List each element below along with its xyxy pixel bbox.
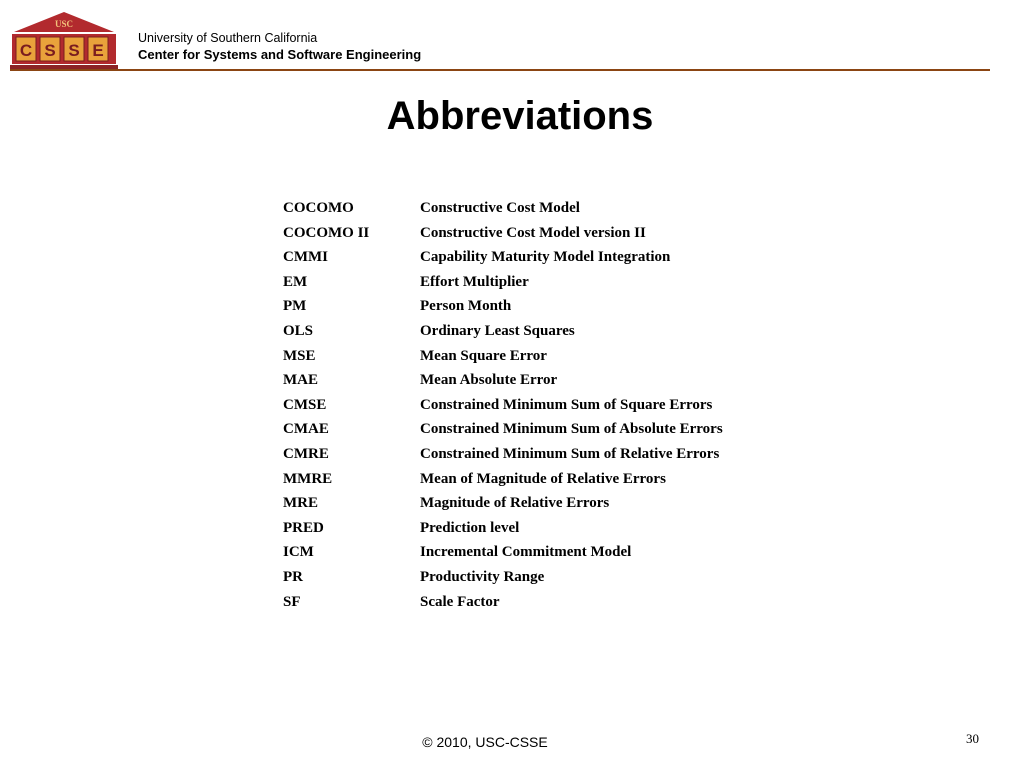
abbreviation-row [283, 565, 723, 590]
slide-title: Abbreviations [386, 94, 654, 138]
abbreviation-definition: Scale Factor [420, 593, 500, 610]
abbreviation-row [283, 368, 723, 393]
abbreviation-definition: Constrained Minimum Sum of Relative Errors [420, 445, 720, 462]
abbreviation-term: MAE [283, 372, 318, 389]
abbreviation-row [283, 417, 723, 442]
svg-text:USC: USC [54, 19, 74, 29]
abbreviation-row [283, 344, 723, 369]
abbreviation-row [283, 270, 723, 295]
svg-text:S: S [68, 41, 80, 60]
abbreviation-row [283, 516, 723, 541]
abbreviation-row [283, 294, 723, 319]
abbreviation-term: PM [283, 298, 307, 315]
abbreviation-definition: Mean Absolute Error [420, 372, 558, 389]
header-text [138, 30, 421, 63]
abbreviation-row [283, 221, 723, 246]
abbreviation-definition: Capability Maturity Model Integration [420, 249, 671, 266]
abbreviations-table [283, 196, 723, 614]
abbreviation-term: MMRE [283, 470, 333, 487]
center-name: Center for Systems and Software Engineering [138, 47, 422, 62]
abbreviation-definition: Mean Square Error [420, 347, 547, 364]
abbreviation-term: MRE [283, 495, 318, 512]
abbreviation-definition: Magnitude of Relative Errors [420, 495, 610, 512]
abbreviation-term: PRED [283, 519, 324, 536]
abbreviation-term: EM [283, 273, 308, 290]
abbreviation-term: SF [283, 593, 301, 610]
abbreviation-term: CMMI [283, 249, 328, 266]
abbreviation-term: OLS [283, 322, 314, 339]
abbreviation-row [283, 196, 723, 221]
abbreviation-term: CMAE [283, 421, 329, 438]
abbreviation-row [283, 442, 723, 467]
abbreviation-term: COCOMO [283, 200, 354, 216]
usc-csse-logo [8, 10, 120, 72]
abbreviation-definition: Incremental Commitment Model [420, 544, 632, 561]
abbreviation-row [283, 540, 723, 565]
abbreviation-definition: Constrained Minimum Sum of Square Errors [420, 396, 713, 413]
svg-text:E: E [92, 41, 104, 60]
abbreviation-term: PR [283, 568, 303, 585]
svg-text:S: S [44, 41, 56, 60]
abbreviation-row [283, 590, 723, 615]
header-divider [10, 69, 990, 71]
abbreviation-term: MSE [283, 347, 316, 364]
abbreviation-row [283, 467, 723, 492]
abbreviation-term: CMSE [283, 396, 327, 413]
abbreviation-definition: Productivity Range [420, 568, 545, 585]
abbreviation-term: ICM [283, 544, 314, 561]
abbreviation-definition: Effort Multiplier [420, 273, 529, 290]
abbreviation-row [283, 245, 723, 270]
abbreviation-term: COCOMO II [283, 224, 370, 241]
abbreviation-definition: Ordinary Least Squares [420, 322, 575, 339]
university-name: University of Southern California [138, 31, 318, 45]
abbreviation-definition: Constructive Cost Model [420, 200, 580, 216]
abbreviation-row [283, 319, 723, 344]
abbreviation-definition: Constructive Cost Model version II [420, 224, 646, 241]
abbreviation-definition: Constrained Minimum Sum of Absolute Errors [420, 421, 723, 438]
abbreviation-definition: Prediction level [420, 519, 520, 536]
footer-copyright: © 2010, USC-CSSE [422, 734, 548, 750]
abbreviation-row [283, 491, 723, 516]
abbreviation-definition: Person Month [420, 298, 512, 315]
page-number: 30 [966, 731, 979, 746]
abbreviation-row [283, 393, 723, 418]
abbreviation-definition: Mean of Magnitude of Relative Errors [420, 470, 666, 487]
svg-text:C: C [19, 41, 33, 60]
abbreviation-term: CMRE [283, 445, 329, 462]
